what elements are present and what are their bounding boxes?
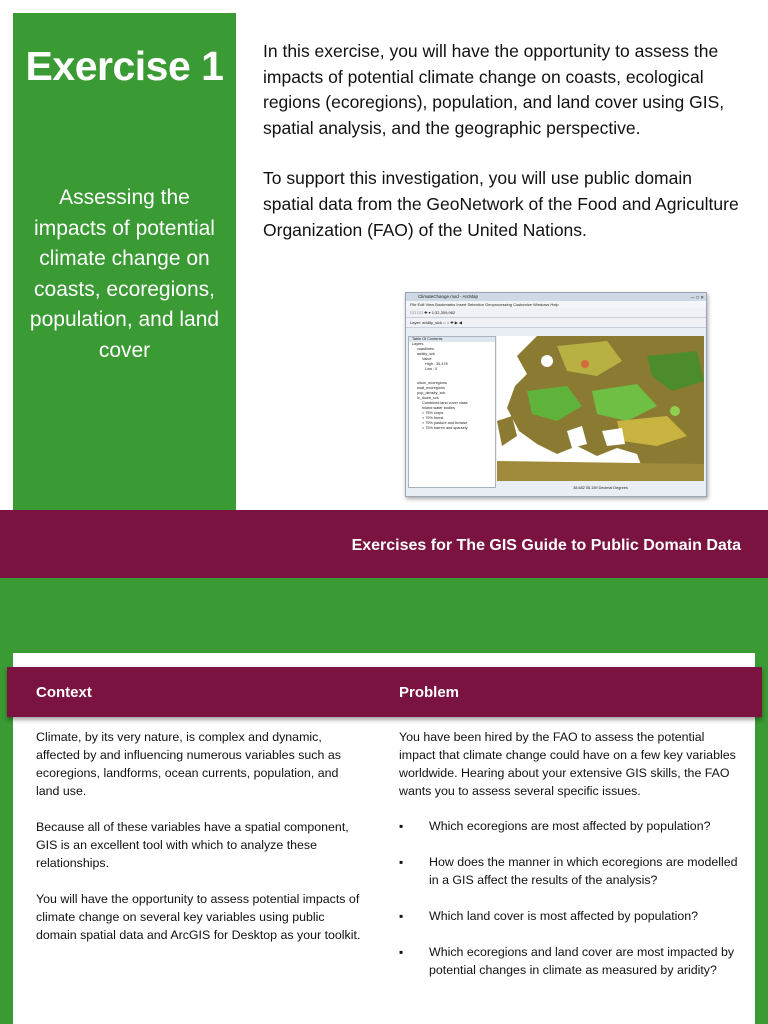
layer-label: Layer: (410, 320, 422, 325)
intro-paragraph-1: In this exercise, you will have the opportunity to assess the impacts of potential climate change on coasts, ecological regions (ecoregions), population, and land cover using GIS, spatial analysis, and the geographic perspective. (263, 41, 725, 138)
context-paragraph: Because all of these variables have a spatial component, GIS is an excellent tool with which to analyze these relationships. (36, 820, 349, 870)
arcmap-screenshot (405, 292, 707, 497)
toc-item: Low : 0 (425, 367, 438, 371)
problem-column (399, 728, 744, 997)
problem-intro: You have been hired by the FAO to assess the potential impact that climate change could have on a few key variables worldwide. Hearing about your extensive GIS skills, the FAO wants you to assess several specific issues. (399, 730, 736, 798)
exercise-subtitle: Assessing the impacts of potential climate change on coasts, ecoregions, population, and land cover (29, 186, 220, 362)
toc-item: High : 30,478 (425, 362, 448, 366)
toc-item: Value (422, 357, 432, 361)
window-controls-icon: — □ ✕ (690, 295, 704, 300)
scale-readout: 1:32,309,982 (431, 310, 456, 315)
toc-item: usaf_ecoregions (417, 386, 445, 390)
series-banner (0, 510, 768, 578)
screenshot-toolbar-1 (406, 308, 706, 318)
map-view (497, 336, 704, 481)
toc-item: > 75% pasture and browse (422, 421, 468, 425)
toc-item: aridity_sck (417, 352, 435, 356)
toc-item: olson_ecoregions (417, 381, 447, 385)
toc-item: > 75% barren and sparsely (422, 426, 468, 430)
layer-value: aridity_sick (422, 320, 443, 325)
exercise-title-panel (13, 13, 236, 513)
toolbar-icons: □ □ □ □ ✚ ▾ (410, 310, 431, 315)
europe-map-graphic (497, 336, 704, 481)
screenshot-toolbar-2 (406, 318, 706, 328)
screenshot-title-bar (406, 293, 706, 301)
tool-icons: ○ ○ ✚ ▶ ◀ (443, 320, 462, 325)
exercise-title: Exercise 1 (25, 43, 224, 89)
list-item: ▪ How does the manner in which ecoregions are modelled in a GIS affect the results of the analysis? (399, 853, 744, 889)
table-of-contents (408, 336, 496, 488)
card-header-bar (7, 667, 762, 717)
toc-item: Inland water bodies (422, 406, 455, 410)
screenshot-menu-bar: File Edit View Bookmarks Insert Selection Geoprocessing Customize Windows Help (406, 301, 706, 308)
problem-heading: Problem (399, 684, 460, 701)
problem-list (399, 817, 744, 979)
list-item: ▪ Which ecoregions and land cover are most impacted by potential changes in climate as measured by aridity? (399, 943, 744, 979)
toc-item: Layers (412, 342, 424, 346)
toc-item: pop_density_sck (417, 391, 446, 395)
context-heading: Context (36, 684, 92, 701)
toc-item: lc_down_sck (417, 396, 439, 400)
toc-item: > 75% crops (422, 411, 444, 415)
screenshot-window-title: ClimateChange.mxd - ArcMap (418, 294, 479, 299)
intro-paragraph-2: To support this investigation, you will use public domain spatial data from the GeoNetwork of the Food and Agriculture Organization (FAO) of the United Nations. (263, 168, 739, 240)
intro-text (263, 39, 743, 243)
toc-item: > 75% forest (422, 416, 444, 420)
list-item: ▪ Which ecoregions are most affected by population? (399, 817, 744, 835)
context-paragraph: You will have the opportunity to assess potential impacts of climate change on several key variables using public domain spatial data and ArcGIS for Desktop as your toolkit. (36, 892, 361, 942)
banner-text: Exercises for The GIS Guide to Public Domain Data (351, 537, 741, 554)
toc-item: coastlines (417, 347, 434, 351)
toc-item: Combined land cover class (422, 401, 468, 405)
toc-title: Table Of Contents (409, 337, 495, 342)
context-paragraph: Climate, by its very nature, is complex and dynamic, affected by and influencing numerous variables such as ecoregions, landforms, ocean currents, population, and land use. (36, 730, 341, 798)
list-item: ▪ Which land cover is most affected by population? (399, 907, 744, 925)
status-bar: 38.682 55.159 Decimal Degrees (573, 486, 628, 490)
context-column (36, 728, 361, 944)
